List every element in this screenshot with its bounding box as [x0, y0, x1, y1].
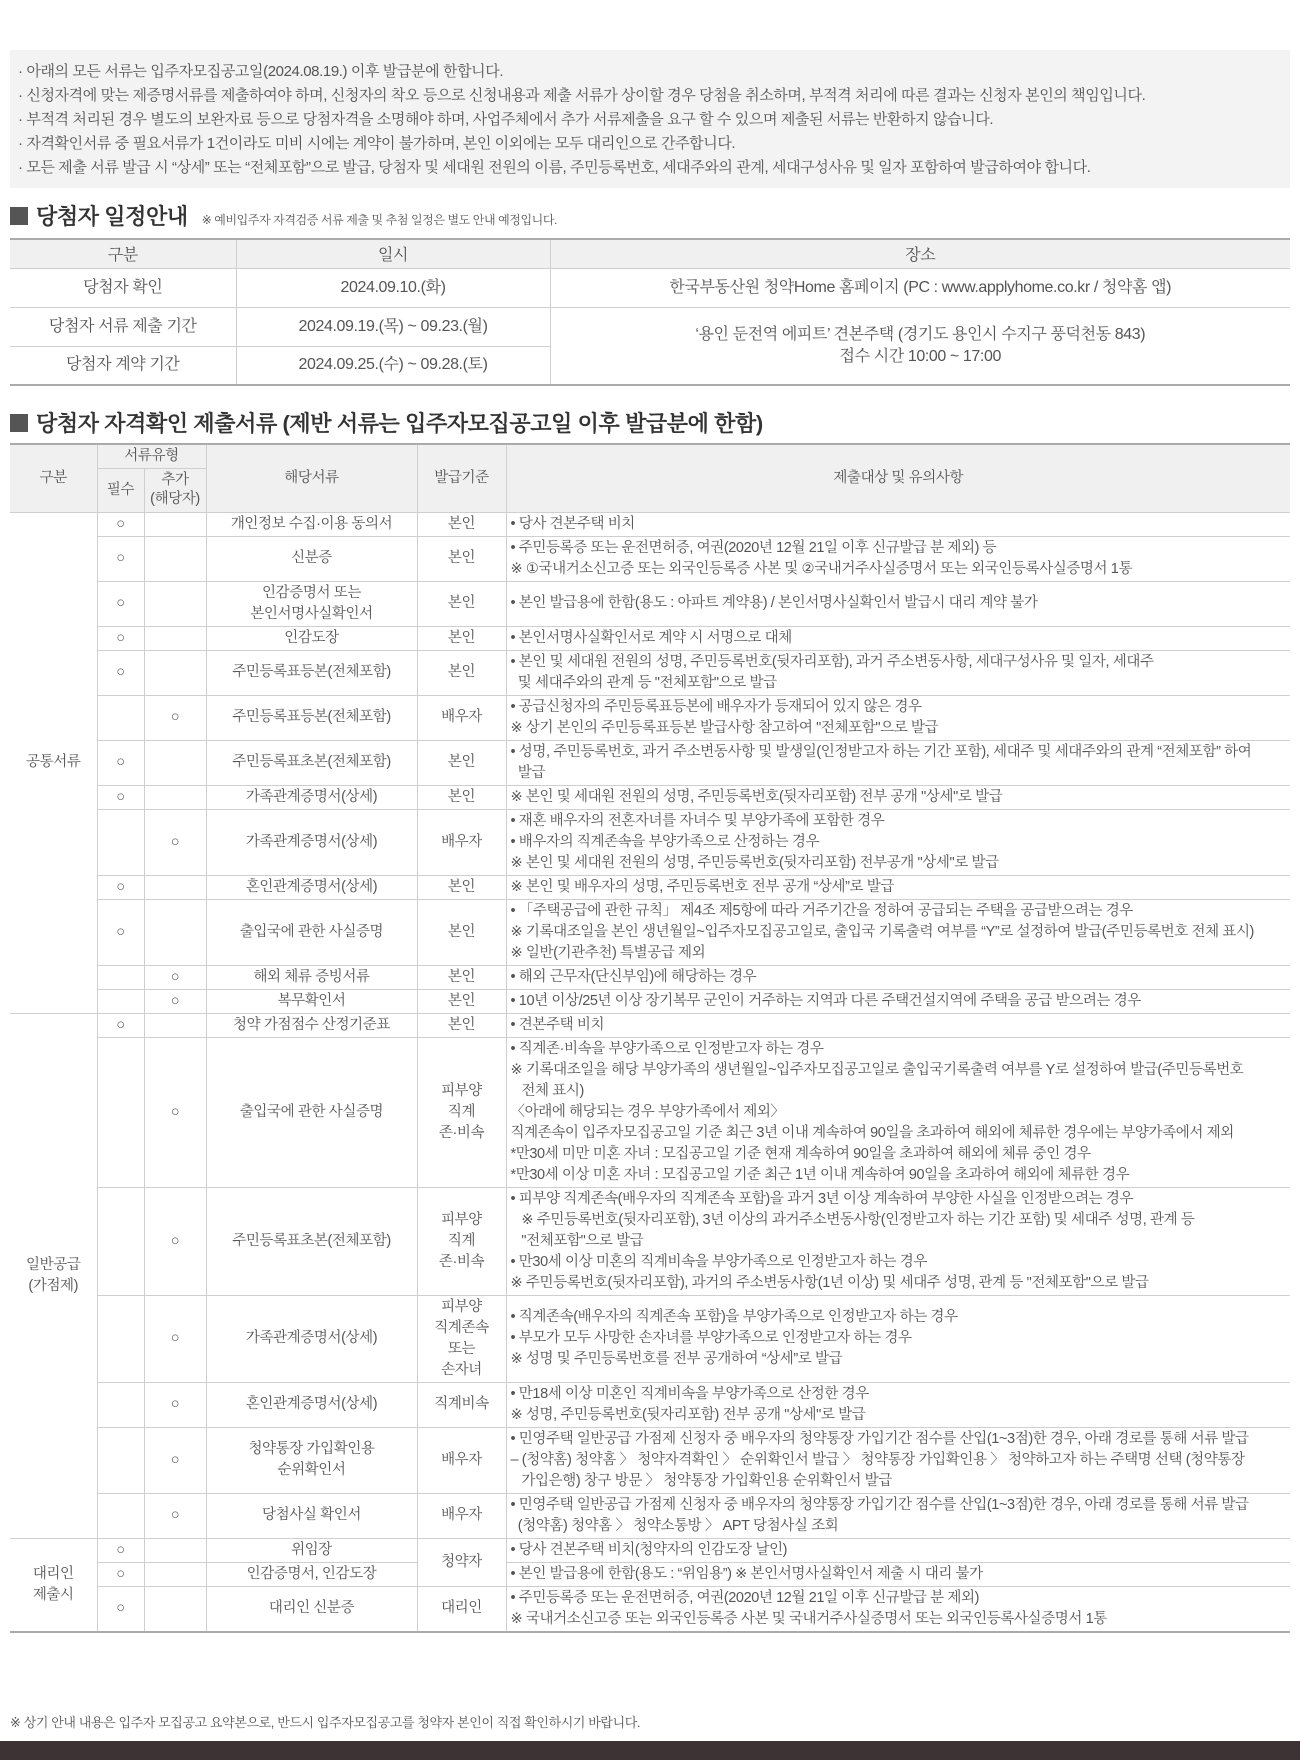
group-cell: 대리인 제출시 — [10, 1538, 97, 1632]
issue-basis: 본인 — [417, 626, 506, 650]
issue-basis: 직계비속 — [417, 1382, 506, 1427]
detail-line: • 당사 견본주택 비치(청약자의 인감도장 날인) — [510, 1541, 788, 1558]
required-circle-icon: ○ — [97, 1562, 144, 1586]
document-details — [506, 1586, 1290, 1632]
detail-line: ※ 본인 및 세대원 전원의 성명, 주민등록번호(뒷자리포함) 전부공개 "상세"로 발급 — [510, 854, 999, 871]
detail-line: 및 세대주와의 관계 등 "전체포함"으로 발급 — [510, 674, 777, 691]
additional-cell — [144, 1013, 206, 1037]
additional-circle-icon: ○ — [144, 1382, 206, 1427]
issue-basis: 본인 — [417, 785, 506, 809]
issue-basis: 대리인 — [417, 1586, 506, 1632]
required-circle-icon: ○ — [97, 785, 144, 809]
table-row — [10, 695, 1290, 740]
group-cell: 공통서류 — [10, 512, 97, 1013]
additional-cell — [144, 1538, 206, 1562]
table-row — [10, 1586, 1290, 1632]
detail-line: • 직계존속(배우자의 직계존속 포함)을 부양가족으로 인정받고자 하는 경우 — [510, 1309, 958, 1325]
detail-line: ※ 기록대조일을 해당 부양가족의 생년월일~입주자모집공고일로 출입국기록출력 여부를 Y로 설정하여 발급(주민등록번호 — [510, 1061, 1244, 1078]
detail-line: ※ 상기 본인의 주민등록표등본 발급사항 참고하여 "전체포함"으로 발급 — [510, 719, 939, 736]
document-details — [506, 809, 1290, 875]
required-cell — [97, 1187, 144, 1295]
detail-line: • 견본주택 비치 — [510, 1016, 605, 1033]
detail-line: *만30세 미만 미혼 자녀 : 모집공고일 기준 현재 계속하여 90일을 초과하여 해외에 체류 중인 경우 — [510, 1145, 1091, 1162]
detail-line: ※ ①국내거소신고증 또는 외국인등록증 사본 및 ②국내거주사실증명서 또는 외국인등록사실증명서 1통 — [510, 560, 1133, 577]
additional-cell — [144, 899, 206, 965]
issue-basis: 본인 — [417, 650, 506, 695]
document-name: 인감증명서 또는 본인서명사실확인서 — [206, 581, 417, 626]
document-details — [506, 626, 1290, 650]
issue-basis: 본인 — [417, 536, 506, 581]
document-name: 인감증명서, 인감도장 — [206, 1562, 417, 1586]
table-row — [10, 1037, 1290, 1187]
row-place: 한국부동산원 청약Home 홈페이지 (PC : www.applyhome.co.kr / 청약홈 앱) — [550, 268, 1290, 307]
additional-circle-icon: ○ — [144, 1037, 206, 1187]
required-circle-icon: ○ — [97, 1538, 144, 1562]
required-cell — [97, 1427, 144, 1493]
table-row — [10, 1562, 1290, 1586]
schedule-title: 당첨자 일정안내 — [36, 204, 188, 229]
header-category: 구분 — [10, 239, 236, 268]
additional-circle-icon: ○ — [144, 809, 206, 875]
additional-circle-icon: ○ — [144, 1295, 206, 1382]
document-details — [506, 1562, 1290, 1586]
additional-cell — [144, 1562, 206, 1586]
table-header-row — [10, 444, 1290, 468]
detail-line: 직계존속이 입주자모집공고일 기준 최근 3년 이내 계속하여 90일을 초과하여 해외에 체류한 경우에는 부양가족에서 제외 — [510, 1124, 1234, 1141]
additional-circle-icon: ○ — [144, 989, 206, 1013]
issue-basis: 본인 — [417, 989, 506, 1013]
required-cell — [97, 809, 144, 875]
additional-cell — [144, 512, 206, 536]
detail-line: • 성명, 주민등록번호, 과거 주소변동사항 및 발생일(인정받고자 하는 기간 포함), 세대주 및 세대주와의 관계 “전체포함” 하여 — [510, 743, 1252, 760]
table-row — [10, 965, 1290, 989]
document-details — [506, 875, 1290, 899]
document-details — [506, 899, 1290, 965]
table-row — [10, 650, 1290, 695]
issue-basis: 본인 — [417, 965, 506, 989]
detail-line: • 본인서명사실확인서로 계약 시 서명으로 대체 — [510, 629, 792, 646]
docs-heading — [10, 407, 763, 438]
document-details — [506, 1427, 1290, 1493]
additional-circle-icon: ○ — [144, 695, 206, 740]
document-details — [506, 512, 1290, 536]
table-row — [10, 307, 1290, 346]
required-cell — [97, 1493, 144, 1538]
document-name: 청약통장 가입확인용 순위확인서 — [206, 1427, 417, 1493]
detail-line: 가입은행) 창구 방문 〉 청약통장 가입확인용 순위확인서 발급 — [510, 1472, 892, 1489]
header-date: 일시 — [236, 239, 550, 268]
detail-line: ※ 성명 및 주민등록번호를 전부 공개하여 “상세”로 발급 — [510, 1351, 843, 1367]
table-row — [10, 785, 1290, 809]
document-name: 출입국에 관한 사실증명 — [206, 899, 417, 965]
table-row — [10, 1538, 1290, 1562]
issue-basis: 배우자 — [417, 1493, 506, 1538]
detail-line: ※ 국내거소신고증 또는 외국인등록증 사본 및 국내거주사실증명서 또는 외국인등록사실증명서 1통 — [510, 1610, 1107, 1627]
detail-line: • 만18세 이상 미혼인 직계비속을 부양가족으로 산정한 경우 — [510, 1385, 869, 1402]
table-row — [10, 626, 1290, 650]
issue-basis: 본인 — [417, 581, 506, 626]
header-basis: 발급기준 — [417, 444, 506, 512]
header-type: 서류유형 — [97, 444, 206, 468]
issue-basis: 청약자 — [417, 1538, 506, 1586]
square-bullet-icon — [10, 207, 28, 225]
document-name: 가족관계증명서(상세) — [206, 809, 417, 875]
table-row — [10, 1382, 1290, 1427]
detail-line: • 「주택공급에 관한 규칙」 제4조 제5항에 따라 거주기간을 정하여 공급되는 주택을 공급받으려는 경우 — [510, 902, 1133, 919]
required-cell — [97, 989, 144, 1013]
group-cell: 일반공급 (가점제) — [10, 1013, 97, 1538]
schedule-heading — [10, 200, 557, 231]
detail-line: – (청약홈) 청약홈 〉 청약자격확인 〉 순위확인서 발급 〉 청약통장 가입확인용 〉 청약하고자 하는 주택명 선택 (청약통장 — [510, 1451, 1245, 1468]
table-row — [10, 1013, 1290, 1037]
required-cell — [97, 1382, 144, 1427]
document-name: 주민등록표등본(전체포함) — [206, 650, 417, 695]
required-cell — [97, 965, 144, 989]
detail-line: • 주민등록증 또는 운전면허증, 여권(2020년 12월 21일 이후 신규발급 분 제외) — [510, 1589, 980, 1606]
document-name: 혼인관계증명서(상세) — [206, 1382, 417, 1427]
document-details — [506, 695, 1290, 740]
detail-line: 발급 — [510, 764, 545, 781]
document-name: 대리인 신분증 — [206, 1586, 417, 1632]
detail-line: "전체포함"으로 발급 — [510, 1232, 644, 1249]
table-row — [10, 899, 1290, 965]
required-cell — [97, 695, 144, 740]
issue-basis: 본인 — [417, 740, 506, 785]
issue-basis: 본인 — [417, 512, 506, 536]
detail-line: • 공급신청자의 주민등록표등본에 배우자가 등재되어 있지 않은 경우 — [510, 698, 922, 715]
document-name: 가족관계증명서(상세) — [206, 785, 417, 809]
detail-line: (청약홈) 청약홈 〉 청약소통방 〉 APT 당첨사실 조회 — [510, 1517, 839, 1534]
table-header-row — [10, 239, 1290, 268]
issue-basis: 본인 — [417, 1013, 506, 1037]
detail-line: • 만30세 이상 미혼의 직계비속을 부양가족으로 인정받고자 하는 경우 — [510, 1253, 927, 1270]
detail-line: • 피부양 직계존속(배우자의 직계존속 포함)을 과거 3년 이상 계속하여 부양한 사실을 인정받으려는 경우 — [510, 1190, 1134, 1207]
header-name: 해당서류 — [206, 444, 417, 512]
required-circle-icon: ○ — [97, 740, 144, 785]
detail-line: • 본인 발급용에 한함(용도 : 아파트 계약용) / 본인서명사실확인서 발급시 대리 계약 불가 — [510, 595, 1038, 611]
document-name: 주민등록표초본(전체포함) — [206, 740, 417, 785]
document-details — [506, 536, 1290, 581]
additional-cell — [144, 785, 206, 809]
table-row — [10, 1427, 1290, 1493]
detail-line: • 10년 이상/25년 이상 장기복무 군인이 거주하는 지역과 다른 주택건설지역에 주택을 공급 받으려는 경우 — [510, 992, 1141, 1009]
additional-cell — [144, 1586, 206, 1632]
document-name: 출입국에 관한 사실증명 — [206, 1037, 417, 1187]
docs-title: 당첨자 자격확인 제출서류 (제반 서류는 입주자모집공고일 이후 발급분에 한함) — [36, 411, 763, 436]
detail-line: ※ 주민등록번호(뒷자리포함), 3년 이상의 과거주소변동사항(인정받고자 하는 기간 포함) 및 세대주 성명, 관계 등 — [510, 1211, 1195, 1228]
additional-circle-icon: ○ — [144, 1187, 206, 1295]
document-details — [506, 1493, 1290, 1538]
schedule-table — [10, 238, 1290, 386]
detail-line: • 민영주택 일반공급 가점제 신청자 중 배우자의 청약통장 가입기간 점수를 산입(1~3점)한 경우, 아래 경로를 통해 서류 발급 — [510, 1430, 1249, 1447]
detail-line: • 부모가 모두 사망한 손자녀를 부양가족으로 인정받고자 하는 경우 — [510, 1330, 912, 1346]
row-place: ‘용인 둔전역 에피트’ 견본주택 (경기도 용인시 수지구 풍덕천동 843) 접수 시간 10:00 ~ 17:00 — [550, 307, 1290, 385]
detail-line: ※ 기록대조일을 본인 생년월일~입주자모집공고일로, 출입국 기록출력 여부를 “Y”로 설정하여 발급(주민등록번호 전체 표시) — [510, 923, 1254, 940]
additional-cell — [144, 875, 206, 899]
required-circle-icon: ○ — [97, 581, 144, 626]
notice-line: · 아래의 모든 서류는 입주자모집공고일(2024.08.19.) 이후 발급분에 한합니다. — [18, 63, 504, 80]
document-details — [506, 581, 1290, 626]
additional-cell — [144, 650, 206, 695]
detail-line: • 본인 및 세대원 전원의 성명, 주민등록번호(뒷자리포함), 과거 주소변동사항, 세대구성사유 및 일자, 세대주 — [510, 653, 1154, 670]
document-details — [506, 965, 1290, 989]
document-details — [506, 650, 1290, 695]
row-label: 당첨자 서류 제출 기간 — [10, 307, 236, 346]
additional-cell — [144, 536, 206, 581]
table-row — [10, 536, 1290, 581]
required-circle-icon: ○ — [97, 875, 144, 899]
required-circle-icon: ○ — [97, 512, 144, 536]
additional-circle-icon: ○ — [144, 965, 206, 989]
detail-line: • 본인 발급용에 한함(용도 : “위임용”) ※ 본인서명사실확인서 제출 시 대리 불가 — [510, 1565, 983, 1582]
required-circle-icon: ○ — [97, 899, 144, 965]
document-name: 혼인관계증명서(상세) — [206, 875, 417, 899]
document-name: 주민등록표초본(전체포함) — [206, 1187, 417, 1295]
required-circle-icon: ○ — [97, 1013, 144, 1037]
document-name: 복무확인서 — [206, 989, 417, 1013]
row-date: 2024.09.19.(목) ~ 09.23.(월) — [236, 307, 550, 346]
document-name: 주민등록표등본(전체포함) — [206, 695, 417, 740]
detail-line: • 민영주택 일반공급 가점제 신청자 중 배우자의 청약통장 가입기간 점수를 산입(1~3점)한 경우, 아래 경로를 통해 서류 발급 — [510, 1496, 1249, 1513]
row-label: 당첨자 확인 — [10, 268, 236, 307]
table-row — [10, 1295, 1290, 1382]
additional-cell — [144, 740, 206, 785]
header-details: 제출대상 및 유의사항 — [506, 444, 1290, 512]
schedule-note: ※ 예비입주자 자격검증 서류 제출 및 추첨 일정은 별도 안내 예정입니다. — [201, 213, 557, 227]
detail-line: • 재혼 배우자의 전혼자녀를 자녀수 및 부양가족에 포함한 경우 — [510, 812, 885, 829]
detail-line: ※ 성명, 주민등록번호(뒷자리포함) 전부 공개 "상세"로 발급 — [510, 1406, 866, 1423]
document-name: 인감도장 — [206, 626, 417, 650]
required-circle-icon: ○ — [97, 1586, 144, 1632]
table-row — [10, 1493, 1290, 1538]
document-details — [506, 1538, 1290, 1562]
table-row — [10, 875, 1290, 899]
detail-line: *만30세 이상 미혼 자녀 : 모집공고일 기준 최근 1년 이내 계속하여 90일을 초과하여 해외에 체류한 경우 — [510, 1166, 1130, 1183]
notice-line: · 자격확인서류 중 필요서류가 1건이라도 미비 시에는 계약이 불가하며, 본인 이외에는 모두 대리인으로 간주합니다. — [18, 135, 736, 152]
document-details — [506, 1295, 1290, 1382]
detail-line: • 직계존·비속을 부양가족으로 인정받고자 하는 경우 — [510, 1040, 824, 1057]
table-row — [10, 1187, 1290, 1295]
table-row — [10, 268, 1290, 307]
document-name: 개인정보 수집·이용 동의서 — [206, 512, 417, 536]
notice-line: · 부적격 처리된 경우 별도의 보완자료 등으로 당첨자격을 소명해야 하며, 사업주체에서 추가 서류제출을 요구 할 수 있으며 제출된 서류는 반환하지 않습니다. — [18, 111, 994, 128]
document-details — [506, 1382, 1290, 1427]
row-date: 2024.09.25.(수) ~ 09.28.(토) — [236, 346, 550, 385]
notice-box — [10, 50, 1290, 188]
required-circle-icon: ○ — [97, 536, 144, 581]
detail-line: 전체 표시) — [510, 1082, 584, 1099]
document-details — [506, 1037, 1290, 1187]
notice-line: · 모든 제출 서류 발급 시 “상세” 또는 “전체포함”으로 발급, 당첨자 및 세대원 전원의 이름, 주민등록번호, 세대주와의 관계, 세대구성사유 및 일자 포함하여 발급하여야 합니다. — [18, 159, 1091, 176]
detail-line: • 주민등록증 또는 운전면허증, 여권(2020년 12월 21일 이후 신규발급 분 제외) 등 — [510, 539, 997, 556]
detail-line: • 해외 근무자(단신부임)에 해당하는 경우 — [510, 968, 757, 985]
additional-circle-icon: ○ — [144, 1427, 206, 1493]
detail-line: • 배우자의 직계존속을 부양가족으로 산정하는 경우 — [510, 833, 820, 850]
detail-line: ※ 주민등록번호(뒷자리포함), 과거의 주소변동사항(1년 이상) 및 세대주 성명, 관계 등 "전체포함"으로 발급 — [510, 1274, 1149, 1291]
header-place: 장소 — [550, 239, 1290, 268]
required-cell — [97, 1037, 144, 1187]
detail-line: ※ 일반(기관추천) 특별공급 제외 — [510, 944, 706, 961]
detail-line: ※ 본인 및 세대원 전원의 성명, 주민등록번호(뒷자리포함) 전부 공개 "상세"로 발급 — [510, 788, 1003, 805]
table-row — [10, 809, 1290, 875]
issue-basis: 배우자 — [417, 809, 506, 875]
notice-line: · 신청자격에 맞는 제증명서류를 제출하여야 하며, 신청자의 착오 등으로 신청내용과 제출 서류가 상이할 경우 당첨을 취소하며, 부적격 처리에 따른 결과는 신청자 본인의 책임입니다. — [18, 87, 1146, 104]
header-required: 필수 — [97, 468, 144, 512]
square-bullet-icon — [10, 414, 28, 432]
document-details — [506, 785, 1290, 809]
required-cell — [97, 1295, 144, 1382]
issue-basis: 배우자 — [417, 1427, 506, 1493]
header-additional: 추가 (해당자) — [144, 468, 206, 512]
table-row — [10, 740, 1290, 785]
documents-table — [10, 443, 1290, 1633]
issue-basis: 피부양 직계 존·비속 — [417, 1037, 506, 1187]
issue-basis: 본인 — [417, 899, 506, 965]
required-circle-icon: ○ — [97, 650, 144, 695]
document-details — [506, 1187, 1290, 1295]
footer-note: ※ 상기 안내 내용은 입주자 모집공고 요약본으로, 반드시 입주자모집공고를 청약자 본인이 직접 확인하시기 바랍니다. — [10, 1715, 641, 1730]
document-name: 청약 가점점수 산정기준표 — [206, 1013, 417, 1037]
document-name: 해외 체류 증빙서류 — [206, 965, 417, 989]
document-name: 위임장 — [206, 1538, 417, 1562]
issue-basis: 배우자 — [417, 695, 506, 740]
documents-table-body — [10, 512, 1290, 1632]
issue-basis: 피부양 직계 존·비속 — [417, 1187, 506, 1295]
detail-line: • 당사 견본주택 비치 — [510, 515, 635, 532]
header-group: 구분 — [10, 444, 97, 512]
row-date: 2024.09.10.(화) — [236, 268, 550, 307]
document-name: 당첨사실 확인서 — [206, 1493, 417, 1538]
document-details — [506, 740, 1290, 785]
issue-basis: 본인 — [417, 875, 506, 899]
bottom-bar — [0, 1741, 1300, 1760]
detail-line: ※ 본인 및 배우자의 성명, 주민등록번호 전부 공개 “상세”로 발급 — [510, 878, 894, 895]
additional-circle-icon: ○ — [144, 1493, 206, 1538]
row-label: 당첨자 계약 기간 — [10, 346, 236, 385]
required-circle-icon: ○ — [97, 626, 144, 650]
document-name: 신분증 — [206, 536, 417, 581]
document-details — [506, 989, 1290, 1013]
detail-line: 〈아래에 해당되는 경우 부양가족에서 제외〉 — [510, 1103, 785, 1120]
additional-cell — [144, 581, 206, 626]
issue-basis: 피부양 직계존속 또는 손자녀 — [417, 1295, 506, 1382]
additional-cell — [144, 626, 206, 650]
table-row — [10, 581, 1290, 626]
table-row — [10, 512, 1290, 536]
document-name: 가족관계증명서(상세) — [206, 1295, 417, 1382]
table-row — [10, 989, 1290, 1013]
document-details — [506, 1013, 1290, 1037]
